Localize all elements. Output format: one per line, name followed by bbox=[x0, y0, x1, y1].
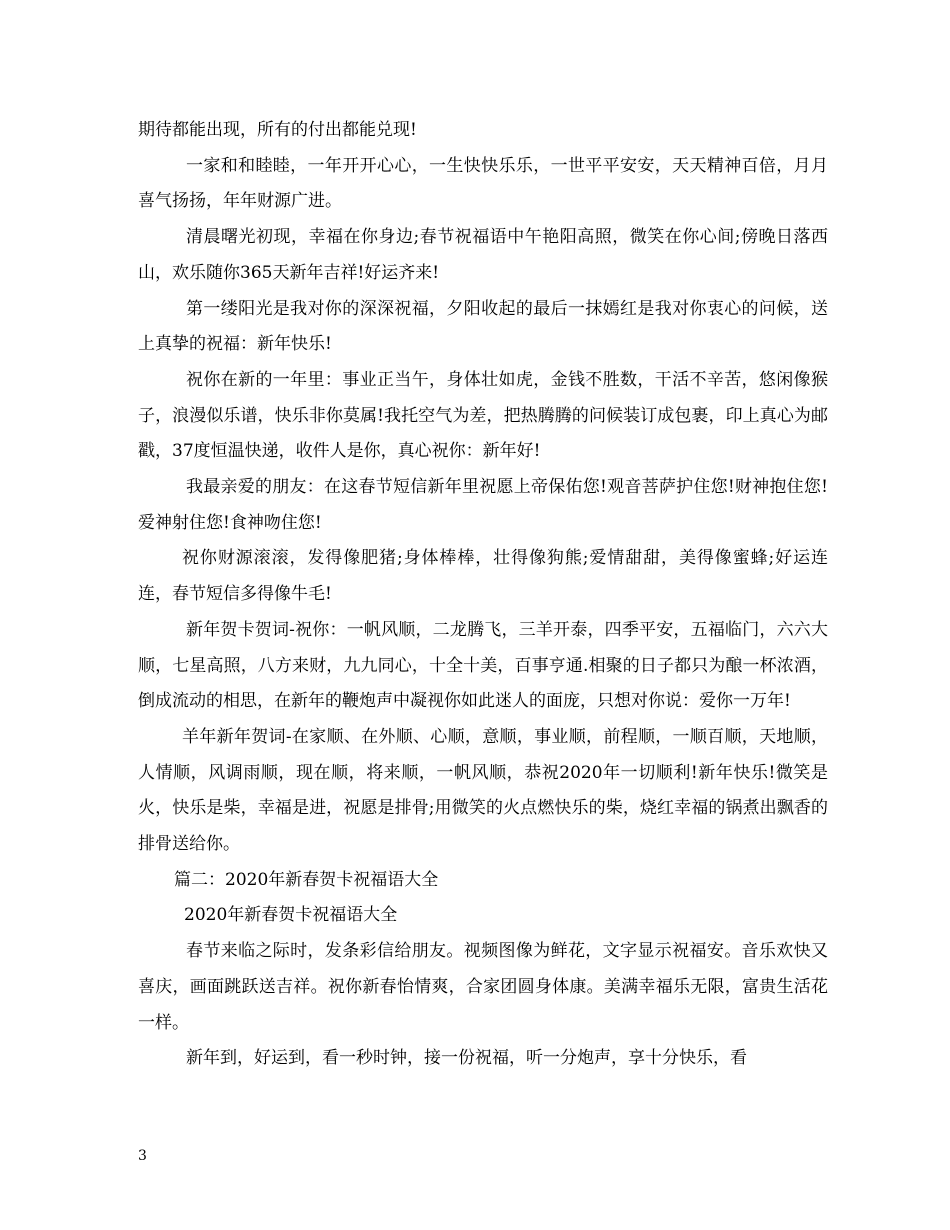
paragraph: 清晨曙光初现，幸福在你身边;春节祝福语中午艳阳高照，微笑在你心间;傍晚日落西山，欢乐随你365天新年吉祥!好运齐来! bbox=[138, 227, 828, 283]
page-number: 3 bbox=[138, 1148, 147, 1164]
paragraph: 祝你在新的一年里：事业正当午，身体壮如虎，金钱不胜数，干活不辛苦，悠闲像猴子，浪漫似乐谱，快乐非你莫属!我托空气为差，把热腾腾的问候装订成包裹，印上真心为邮戳，37度恒温快递，收件人是你，真心祝你：新年好! bbox=[138, 369, 828, 462]
paragraph: 祝你财源滚滚，发得像肥猪;身体棒棒，壮得像狗熊;爱情甜甜，美得像蜜蜂;好运连连，春节短信多得像牛毛! bbox=[138, 548, 828, 605]
paragraph: 一家和和睦睦，一年开开心心，一生快快乐乐，一世平平安安，天天精神百倍，月月喜气扬扬，年年财源广进。 bbox=[138, 155, 828, 212]
paragraph: 羊年新年贺词-在家顺、在外顺、心顺，意顺，事业顺，前程顺，一顺百顺，天地顺，人情顺，风调雨顺，现在顺，将来顺，一帆风顺，恭祝2020年一切顺利!新年快乐!微笑是火，快乐是柴，幸福是进，祝愿是排骨;用微笑的火点燃快乐的柴，烧红幸福的锅煮出飘香的排骨送给你。 bbox=[138, 726, 828, 855]
paragraph: 春节来临之际时，发条彩信给朋友。视频图像为鲜花，文字显示祝福安。音乐欢快又喜庆，画面跳跃送吉祥。祝你新春怡情爽，合家团圆身体康。美满幸福乐无限，富贵生活花一样。 bbox=[138, 941, 828, 1033]
paragraph: 期待都能出现，所有的付出都能兑现! bbox=[138, 120, 417, 140]
section-title: 2020年新春贺卡祝福语大全 bbox=[184, 905, 398, 926]
document-body bbox=[138, 113, 828, 1077]
section-heading: 篇二：2020年新春贺卡祝福语大全 bbox=[174, 869, 439, 890]
paragraph: 第一缕阳光是我对你的深深祝福，夕阳收起的最后一抹嫣红是我对你衷心的问候，送上真挚的祝福：新年快乐! bbox=[138, 298, 828, 355]
paragraph: 新年贺卡贺词-祝你：一帆风顺，二龙腾飞，三羊开泰，四季平安，五福临门，六六大顺，七星高照，八方来财，九九同心，十全十美，百事亨通.相聚的日子都只为酿一杯浓酒，倒成流动的相思，在新年的鞭炮声中凝视你如此迷人的面庞，只想对你说：爱你一万年! bbox=[138, 619, 828, 712]
paragraph: 我最亲爱的朋友：在这春节短信新年里祝愿上帝保佑您!观音菩萨护住您!财神抱住您!爱神射住您!食神吻住您! bbox=[138, 477, 828, 533]
paragraph: 新年到，好运到，看一秒时钟，接一份祝福，听一分炮声，享十分快乐，看 bbox=[186, 1048, 747, 1069]
